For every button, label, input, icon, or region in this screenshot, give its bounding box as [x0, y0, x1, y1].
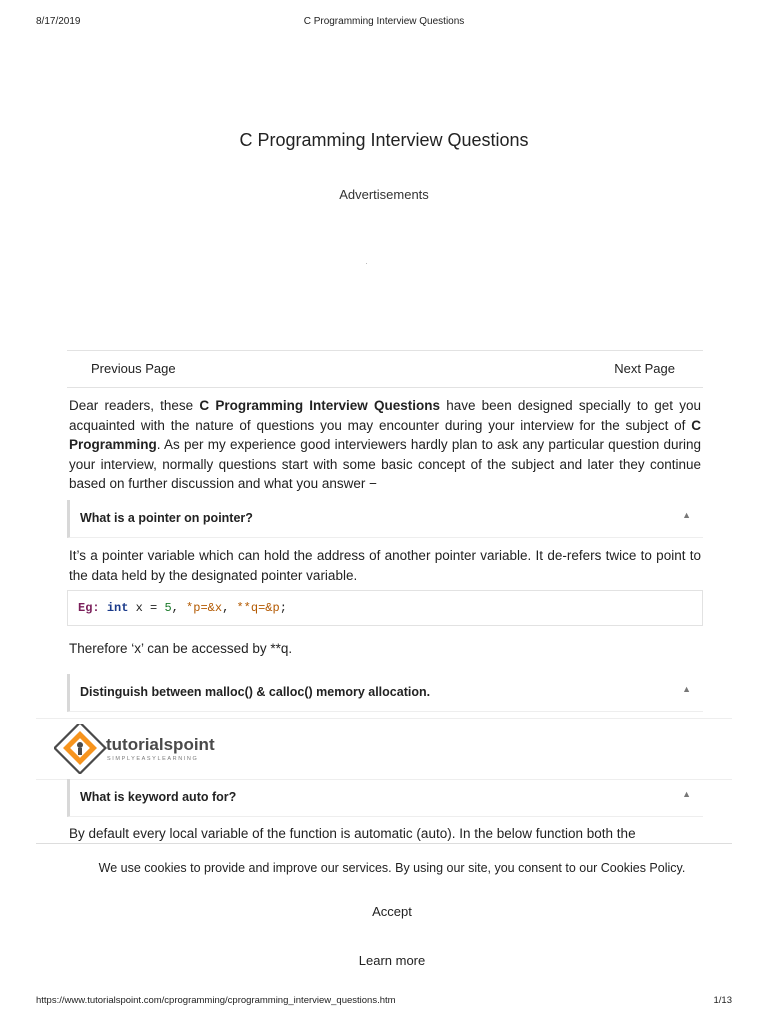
next-page-link[interactable]: Next Page: [614, 361, 675, 376]
question-text: What is keyword auto for?: [80, 790, 237, 804]
section-divider: [36, 718, 732, 719]
intro-text-3: . As per my experience good interviewers hardly plan to ask any particular question during your interview, normally questions start with some basic concept of the subject and later they continue based on further discussion and what you answer −: [69, 437, 701, 491]
question-header-keyword-auto[interactable]: [67, 779, 703, 817]
intro-text-1: Dear readers, these: [69, 398, 200, 413]
answer-paragraph-3: By default every local variable of the function is automatic (auto). In the below function both the: [69, 826, 636, 841]
question-header-pointer-on-pointer[interactable]: [67, 500, 703, 538]
logo-tagline: SIMPLYEASYLEARNING: [107, 756, 199, 762]
triangle-up-icon[interactable]: ▲: [682, 510, 691, 520]
accept-cookies-button[interactable]: Accept: [36, 904, 748, 919]
triangle-up-icon[interactable]: ▲: [682, 789, 691, 799]
print-date: 8/17/2019: [36, 16, 81, 27]
question-text: What is a pointer on pointer?: [80, 511, 253, 525]
code-label: Eg:: [78, 601, 100, 615]
question-text: Distinguish between malloc() & calloc() memory allocation.: [80, 685, 431, 699]
intro-paragraph: [69, 396, 701, 494]
cookie-consent-banner: [36, 843, 732, 994]
code-line: Eg: int x = 5, *p=&x, **q=&p;: [78, 601, 287, 615]
intro-text-2: have been designed specially to get you acquainted with the nature of questions you may encounter during your interview for the subject of: [69, 398, 702, 433]
triangle-up-icon[interactable]: ▲: [682, 684, 691, 694]
answer-note-1: Therefore ‘x’ can be accessed by **q.: [69, 641, 293, 656]
learn-more-link[interactable]: Learn more: [358, 953, 426, 968]
page-title: C Programming Interview Questions: [239, 130, 529, 150]
logo-icon: [54, 724, 254, 774]
code-expr-2: **q=&p: [236, 601, 280, 615]
code-equals: =: [150, 601, 158, 615]
ad-placeholder: [366, 263, 367, 264]
code-number: 5: [164, 601, 172, 615]
code-var: x: [135, 601, 143, 615]
previous-page-link[interactable]: Previous Page: [91, 361, 176, 376]
advertisements-label: Advertisements: [339, 187, 429, 202]
cookie-message: We use cookies to provide and improve our services. By using our site, you consent to our Cookies Policy.: [98, 861, 686, 875]
question-header-malloc-calloc[interactable]: [67, 674, 703, 712]
code-example-box: [67, 590, 703, 626]
intro-bold-2: C Programming: [69, 417, 701, 452]
print-url: https://www.tutorialspoint.com/cprogramming/cprogramming_interview_questions.htm: [36, 995, 396, 1006]
intro-bold-1: C Programming Interview Questions: [199, 398, 441, 413]
code-expr-1: *p=&x: [186, 601, 223, 615]
code-type: int: [106, 601, 129, 615]
page-nav-bar: [67, 350, 703, 388]
print-page-number: 1/13: [713, 995, 732, 1006]
tutorialspoint-logo[interactable]: [54, 724, 254, 774]
answer-paragraph-1: It’s a pointer variable which can hold the address of another pointer variable. It de-refers twice to point to the data held by the designated pointer variable.: [69, 548, 701, 583]
print-header-title: C Programming Interview Questions: [303, 16, 465, 27]
logo-wordmark: tutorialspoint: [106, 735, 215, 754]
